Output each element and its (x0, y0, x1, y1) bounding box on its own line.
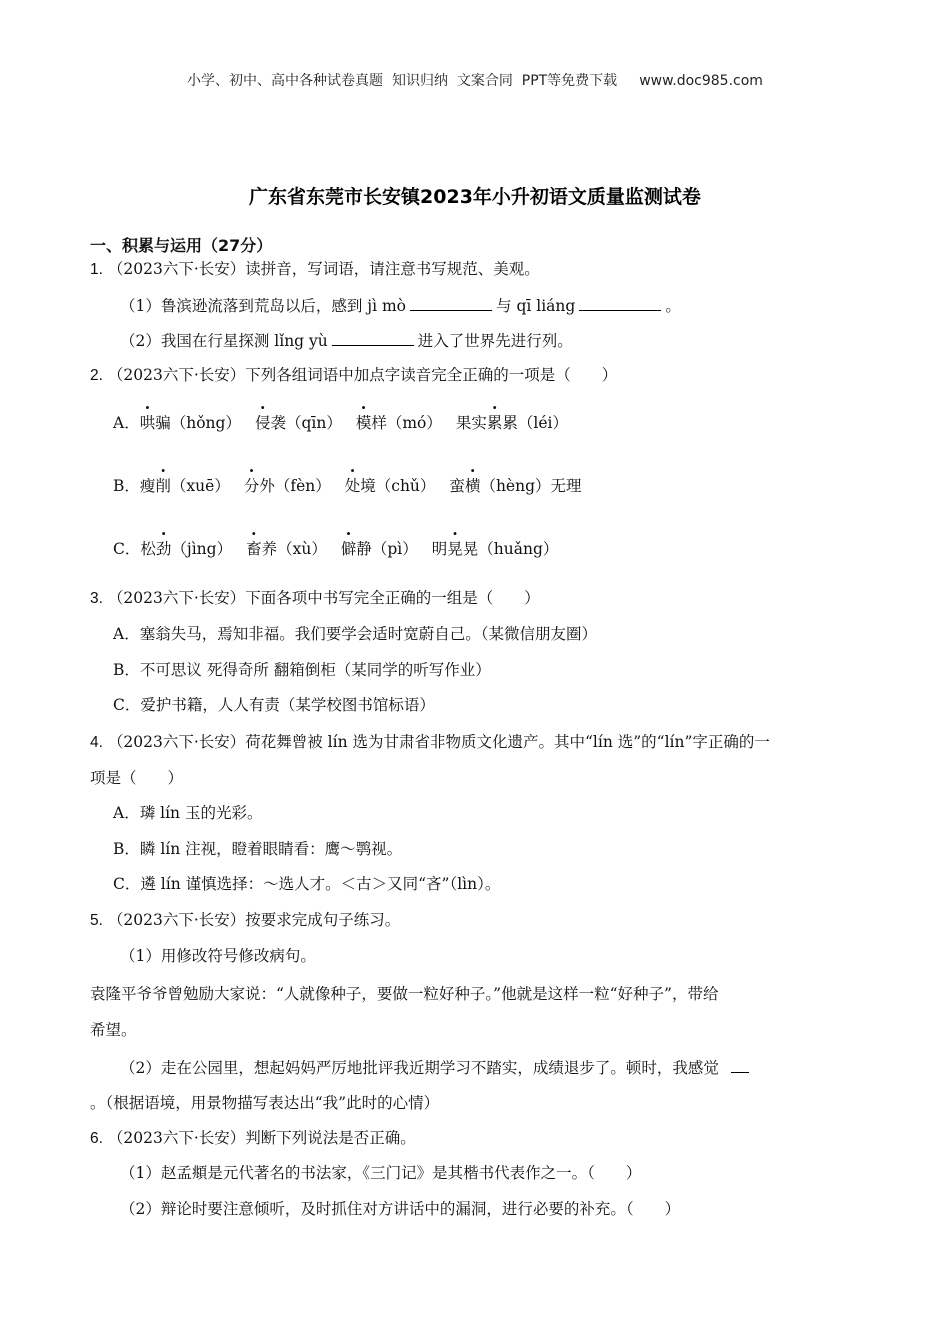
answer-blank[interactable] (731, 1056, 749, 1073)
answer-blank[interactable] (332, 329, 414, 346)
question-1-part-2: （2）我国在行星探测 lǐng yù 进入了世界先进行列。 (120, 329, 573, 352)
header-text: 小学、初中、高中各种试卷真题 知识归纳 文案合同 PPT等免费下载 (187, 73, 618, 89)
option-2C[interactable]: C．松劲（jìng） 畜养（xù） 僻静（pì） 明晃晃（huǎng） (113, 540, 559, 558)
question-6: 6. （2023六下·长安）判断下列说法是否正确。 (90, 1129, 416, 1147)
answer-blank[interactable] (579, 294, 661, 311)
option-3A[interactable]: A．塞翁失马，焉知非福。我们要学会适时宽蔚自己。（某微信朋友圈） (113, 625, 597, 643)
page-header (0, 70, 950, 90)
question-1: 1. （2023六下·长安）读拼音，写词语，请注意书写规范、美观。 (90, 260, 540, 278)
section-heading: 一、积累与运用（27分） (90, 236, 273, 255)
option-3C[interactable]: C．爱护书籍，人人有责（某学校图书馆标语） (113, 696, 435, 714)
question-5: 5. （2023六下·长安）按要求完成句子练习。 (90, 911, 401, 929)
header-url[interactable]: www.doc985.com (639, 73, 763, 89)
question-3: 3. （2023六下·长安）下面各项中书写完全正确的一组是（ ） (90, 589, 540, 607)
option-2B[interactable]: B．瘦削（xuē） 分外（fèn） 处境（chǔ） 蛮横（hèng）无理 (113, 477, 582, 495)
option-4A[interactable]: A．璘 lín 玉的光彩。 (113, 804, 263, 822)
question-5-part-1: （1）用修改符号修改病句。 (120, 947, 316, 965)
page-title: 广东省东莞市长安镇2023年小升初语文质量监测试卷 (249, 186, 701, 208)
question-4: 4. （2023六下·长安）荷花舞曾被 lín 选为甘肃省非物质文化遗产。其中“lín 选”的“lín”字正确的一 (90, 733, 770, 751)
question-4-cont: 项是（ ） (90, 769, 184, 787)
option-2A[interactable]: A．哄骗（hǒng） 侵袭（qīn） 模样（mó） 果实累累（léi） (113, 414, 569, 432)
question-5-sentence-cont: 希望。 (90, 1021, 137, 1039)
option-4B[interactable]: B．瞵 lín 注视，瞪着眼睛看：鹰～鹗视。 (113, 840, 403, 858)
answer-blank[interactable] (410, 294, 492, 311)
question-6-part-2[interactable]: （2）辩论时要注意倾听，及时抓住对方讲话中的漏洞，进行必要的补充。（ ） (120, 1200, 681, 1218)
question-6-part-1[interactable]: （1）赵孟頫是元代著名的书法家，《三门记》是其楷书代表作之一。（ ） (120, 1164, 642, 1182)
question-2: 2. （2023六下·长安）下列各组词语中加点字读音完全正确的一项是（ ） (90, 366, 618, 384)
question-5-sentence: 袁隆平爷爷曾勉励大家说：“人就像种子，要做一粒好种子。”他就是这样一粒“好种子”，带给 (90, 985, 719, 1003)
question-5-part-2: （2）走在公园里，想起妈妈严厉地批评我近期学习不踏实，成绩退步了。顿时，我感觉 (120, 1056, 753, 1079)
option-4C[interactable]: C．遴 lín 谨慎选择：～选人才。＜古＞又同“吝”（lìn）。 (113, 875, 501, 893)
question-5-part-2-cont: 。（根据语境，用景物描写表达出“我”此时的心情） (90, 1094, 440, 1112)
option-3B[interactable]: B．不可思议 死得奇所 翻箱倒柜（某同学的听写作业） (113, 661, 491, 679)
question-1-part-1: （1）鲁滨逊流落到荒岛以后，感到 jì mò 与 qī liáng 。 (120, 294, 681, 317)
